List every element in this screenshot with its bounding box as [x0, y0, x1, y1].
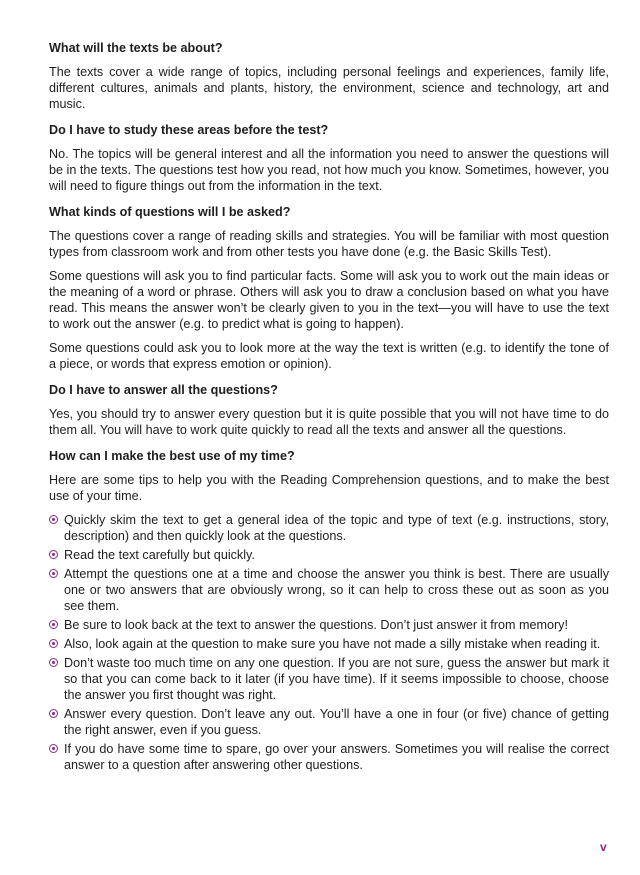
tip-text: Don’t waste too much time on any one question. If you are not sure, guess the answer but mark it so that you can come back to it later (if you have time). If it seems impossible to choose, choose the answer you first thought was right.	[64, 656, 609, 702]
section-study-areas	[49, 122, 609, 194]
section-answer-all	[49, 382, 609, 438]
tip-text: Also, look again at the question to make sure you have not made a silly mistake when reading it.	[64, 637, 601, 651]
paragraph: Some questions could ask you to look more at the way the text is written (e.g. to identify the tone of a piece, or words that express emotion or opinion).	[49, 341, 609, 371]
tip-item	[49, 566, 609, 614]
paragraph: The questions cover a range of reading skills and strategies. You will be familiar with most question types from classroom work and from other tests you have done (e.g. the Basic Skills Test).	[49, 229, 609, 259]
section-texts-topics	[49, 40, 609, 112]
section-heading: Do I have to study these areas before the test?	[49, 123, 329, 137]
paragraph: Here are some tips to help you with the Reading Comprehension questions, and to make the best use of your time.	[49, 473, 609, 503]
paragraph: Yes, you should try to answer every question but it is quite possible that you will not have time to do them all. You will have to work quite quickly to read all the texts and answer all the questions.	[49, 407, 609, 437]
page-number: v	[600, 840, 607, 854]
tip-item	[49, 617, 609, 633]
tip-item	[49, 706, 609, 738]
tip-text: Read the text carefully but quickly.	[64, 548, 255, 562]
bullet-icon	[49, 550, 58, 559]
tip-text: If you do have some time to spare, go over your answers. Sometimes you will realise the correct answer to a question after answering other questions.	[64, 742, 609, 772]
paragraph: Some questions will ask you to find particular facts. Some will ask you to work out the main ideas or the meaning of a word or phrase. Others will ask you to draw a conclusion based on what you have read. This means the answer won’t be clearly given to you in the text—you will have to use the text to work out the answer (e.g. to predict what is going to happen).	[49, 269, 609, 331]
tip-text: Be sure to look back at the text to answer the questions. Don’t just answer it from memory!	[64, 618, 568, 632]
tip-item	[49, 636, 609, 652]
tip-item	[49, 547, 609, 563]
section-heading: How can I make the best use of my time?	[49, 449, 295, 463]
section-heading: Do I have to answer all the questions?	[49, 383, 278, 397]
section-heading: What will the texts be about?	[49, 41, 223, 55]
tips-list	[49, 512, 609, 773]
paragraph: The texts cover a wide range of topics, including personal feelings and experiences, family life, different cultures, animals and plants, history, the environment, science and technology, art and music.	[49, 65, 609, 111]
tip-text: Quickly skim the text to get a general idea of the topic and type of text (e.g. instructions, story, description) and then quickly look at the questions.	[64, 513, 609, 543]
bullet-icon	[49, 744, 58, 753]
bullet-icon	[49, 639, 58, 648]
section-heading: What kinds of questions will I be asked?	[49, 205, 291, 219]
bullet-icon	[49, 515, 58, 524]
tip-text: Answer every question. Don’t leave any out. You’ll have a one in four (or five) chance of getting the right answer, even if you guess.	[64, 707, 609, 737]
bullet-icon	[49, 658, 58, 667]
section-best-use-of-time	[49, 448, 609, 773]
bullet-icon	[49, 709, 58, 718]
tip-item	[49, 741, 609, 773]
section-question-kinds	[49, 204, 609, 372]
tip-item	[49, 512, 609, 544]
paragraph: No. The topics will be general interest and all the information you need to answer the questions will be in the texts. The questions test how you read, not how much you know. Sometimes, however, you will need to figure things out from the information in the text.	[49, 147, 609, 193]
document-page	[49, 40, 609, 783]
bullet-icon	[49, 620, 58, 629]
tip-item	[49, 655, 609, 703]
tip-text: Attempt the questions one at a time and choose the answer you think is best. There are usually one or two answers that are obviously wrong, so it can help to cross these out as soon as you see them.	[64, 567, 609, 613]
bullet-icon	[49, 569, 58, 578]
